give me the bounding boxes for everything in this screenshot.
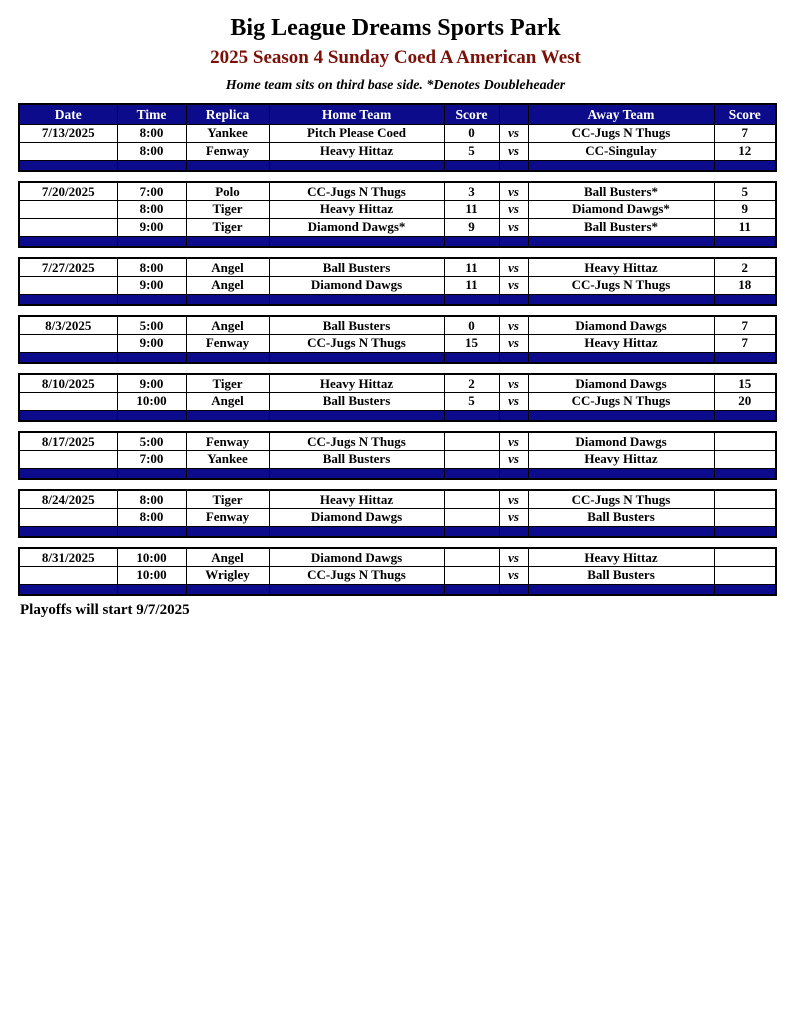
time-cell: 5:00 <box>117 316 186 334</box>
separator-row <box>19 160 776 171</box>
separator-cell <box>186 410 269 421</box>
home-team-cell: Heavy Hittaz <box>269 374 444 392</box>
separator-cell <box>186 584 269 595</box>
game-row <box>19 432 776 450</box>
replica-cell: Wrigley <box>186 566 269 584</box>
separator-cell <box>714 236 776 247</box>
vs-cell: vs <box>499 432 528 450</box>
date-cell <box>19 142 117 160</box>
separator-cell <box>444 410 499 421</box>
separator-cell <box>528 352 714 363</box>
away-score-cell: 2 <box>714 258 776 276</box>
replica-cell: Angel <box>186 392 269 410</box>
game-row <box>19 316 776 334</box>
date-cell: 8/31/2025 <box>19 548 117 566</box>
home-team-cell: CC-Jugs N Thugs <box>269 334 444 352</box>
date-cell <box>19 392 117 410</box>
date-cell <box>19 200 117 218</box>
separator-cell <box>186 160 269 171</box>
away-team-cell: CC-Singulay <box>528 142 714 160</box>
separator-cell <box>499 236 528 247</box>
time-cell: 8:00 <box>117 200 186 218</box>
separator-cell <box>19 352 117 363</box>
separator-cell <box>117 352 186 363</box>
separator-cell <box>117 584 186 595</box>
time-cell: 8:00 <box>117 490 186 508</box>
vs-cell: vs <box>499 392 528 410</box>
replica-cell: Yankee <box>186 450 269 468</box>
vs-cell: vs <box>499 508 528 526</box>
vs-cell: vs <box>499 450 528 468</box>
time-cell: 9:00 <box>117 334 186 352</box>
replica-cell: Fenway <box>186 142 269 160</box>
schedule-section <box>18 257 777 306</box>
away-score-cell: 5 <box>714 182 776 200</box>
game-row <box>19 142 776 160</box>
replica-cell: Tiger <box>186 218 269 236</box>
time-cell: 9:00 <box>117 218 186 236</box>
header-row <box>19 104 776 124</box>
header-note: Home team sits on third base side. *Denotes Doubleheader <box>225 78 566 94</box>
separator-cell <box>117 294 186 305</box>
column-header-replica: Replica <box>186 104 269 124</box>
away-score-cell: 9 <box>714 200 776 218</box>
schedule-section <box>18 181 777 248</box>
separator-row <box>19 352 776 363</box>
home-team-cell: Heavy Hittaz <box>269 142 444 160</box>
page-title: Big League Dreams Sports Park <box>230 15 561 41</box>
separator-cell <box>528 468 714 479</box>
away-team-cell: Diamond Dawgs <box>528 316 714 334</box>
date-cell: 8/24/2025 <box>19 490 117 508</box>
home-score-cell: 5 <box>444 142 499 160</box>
separator-cell <box>714 294 776 305</box>
separator-row <box>19 526 776 537</box>
home-team-cell: Heavy Hittaz <box>269 200 444 218</box>
separator-cell <box>19 236 117 247</box>
away-score-cell <box>714 450 776 468</box>
replica-cell: Angel <box>186 258 269 276</box>
separator-cell <box>117 526 186 537</box>
playoffs-note: Playoffs will start 9/7/2025 <box>20 602 190 619</box>
home-team-cell: Ball Busters <box>269 316 444 334</box>
time-cell: 10:00 <box>117 566 186 584</box>
date-cell: 8/17/2025 <box>19 432 117 450</box>
home-score-cell: 15 <box>444 334 499 352</box>
vs-cell: vs <box>499 200 528 218</box>
column-header-score-away: Score <box>714 104 776 124</box>
replica-cell: Tiger <box>186 374 269 392</box>
separator-cell <box>444 294 499 305</box>
separator-cell <box>269 294 444 305</box>
home-team-cell: Ball Busters <box>269 258 444 276</box>
time-cell: 7:00 <box>117 182 186 200</box>
separator-cell <box>19 294 117 305</box>
schedule-section <box>18 547 777 596</box>
away-team-cell: Heavy Hittaz <box>528 450 714 468</box>
separator-cell <box>186 468 269 479</box>
vs-cell: vs <box>499 182 528 200</box>
game-row <box>19 124 776 142</box>
date-cell <box>19 508 117 526</box>
time-cell: 8:00 <box>117 124 186 142</box>
separator-cell <box>269 584 444 595</box>
separator-cell <box>117 468 186 479</box>
game-row <box>19 218 776 236</box>
separator-row <box>19 468 776 479</box>
separator-cell <box>444 584 499 595</box>
separator-cell <box>528 526 714 537</box>
away-team-cell: CC-Jugs N Thugs <box>528 124 714 142</box>
separator-cell <box>714 160 776 171</box>
replica-cell: Polo <box>186 182 269 200</box>
separator-cell <box>269 410 444 421</box>
away-score-cell: 20 <box>714 392 776 410</box>
column-header-time: Time <box>117 104 186 124</box>
date-cell <box>19 566 117 584</box>
vs-cell: vs <box>499 334 528 352</box>
separator-cell <box>186 526 269 537</box>
separator-cell <box>499 468 528 479</box>
separator-row <box>19 584 776 595</box>
separator-row <box>19 236 776 247</box>
away-score-cell <box>714 548 776 566</box>
vs-cell: vs <box>499 142 528 160</box>
home-team-cell: Heavy Hittaz <box>269 490 444 508</box>
home-score-cell <box>444 432 499 450</box>
home-score-cell: 11 <box>444 200 499 218</box>
separator-row <box>19 410 776 421</box>
separator-cell <box>528 294 714 305</box>
game-row <box>19 566 776 584</box>
separator-cell <box>117 236 186 247</box>
game-row <box>19 334 776 352</box>
replica-cell: Angel <box>186 316 269 334</box>
replica-cell: Tiger <box>186 200 269 218</box>
column-header-home-team: Home Team <box>269 104 444 124</box>
schedule-section <box>18 431 777 480</box>
vs-cell: vs <box>499 276 528 294</box>
date-cell: 7/27/2025 <box>19 258 117 276</box>
away-score-cell <box>714 566 776 584</box>
home-team-cell: CC-Jugs N Thugs <box>269 566 444 584</box>
game-row <box>19 276 776 294</box>
away-team-cell: Heavy Hittaz <box>528 548 714 566</box>
date-cell <box>19 334 117 352</box>
time-cell: 10:00 <box>117 392 186 410</box>
separator-cell <box>444 160 499 171</box>
separator-cell <box>528 584 714 595</box>
home-score-cell <box>444 508 499 526</box>
column-header-vs <box>499 104 528 124</box>
away-team-cell: CC-Jugs N Thugs <box>528 490 714 508</box>
home-team-cell: CC-Jugs N Thugs <box>269 182 444 200</box>
separator-cell <box>19 526 117 537</box>
separator-cell <box>444 468 499 479</box>
home-score-cell <box>444 548 499 566</box>
game-row <box>19 374 776 392</box>
page-subtitle: 2025 Season 4 Sunday Coed A American West <box>210 47 581 69</box>
time-cell: 8:00 <box>117 142 186 160</box>
game-row <box>19 450 776 468</box>
away-score-cell: 15 <box>714 374 776 392</box>
away-score-cell <box>714 432 776 450</box>
away-team-cell: CC-Jugs N Thugs <box>528 392 714 410</box>
away-score-cell: 7 <box>714 124 776 142</box>
column-header-score: Score <box>444 104 499 124</box>
column-header-away-team: Away Team <box>528 104 714 124</box>
away-score-cell: 18 <box>714 276 776 294</box>
replica-cell: Tiger <box>186 490 269 508</box>
replica-cell: Yankee <box>186 124 269 142</box>
separator-cell <box>714 584 776 595</box>
replica-cell: Angel <box>186 276 269 294</box>
separator-cell <box>499 526 528 537</box>
home-score-cell <box>444 490 499 508</box>
away-team-cell: Ball Busters <box>528 508 714 526</box>
home-score-cell: 9 <box>444 218 499 236</box>
separator-cell <box>714 352 776 363</box>
separator-cell <box>117 160 186 171</box>
away-team-cell: Heavy Hittaz <box>528 258 714 276</box>
away-score-cell: 12 <box>714 142 776 160</box>
time-cell: 5:00 <box>117 432 186 450</box>
game-row <box>19 200 776 218</box>
separator-cell <box>499 584 528 595</box>
vs-cell: vs <box>499 566 528 584</box>
schedule-section <box>18 103 777 172</box>
game-row <box>19 392 776 410</box>
time-cell: 7:00 <box>117 450 186 468</box>
schedule-section <box>18 489 777 538</box>
separator-cell <box>499 410 528 421</box>
away-team-cell: Heavy Hittaz <box>528 334 714 352</box>
separator-cell <box>444 526 499 537</box>
home-score-cell: 0 <box>444 124 499 142</box>
home-team-cell: CC-Jugs N Thugs <box>269 432 444 450</box>
separator-cell <box>528 410 714 421</box>
replica-cell: Angel <box>186 548 269 566</box>
away-score-cell: 7 <box>714 334 776 352</box>
time-cell: 10:00 <box>117 548 186 566</box>
away-score-cell <box>714 490 776 508</box>
document-header <box>0 15 791 94</box>
separator-cell <box>269 468 444 479</box>
separator-cell <box>528 236 714 247</box>
time-cell: 8:00 <box>117 258 186 276</box>
away-team-cell: Diamond Dawgs* <box>528 200 714 218</box>
separator-row <box>19 294 776 305</box>
home-score-cell <box>444 566 499 584</box>
separator-cell <box>186 352 269 363</box>
game-row <box>19 508 776 526</box>
replica-cell: Fenway <box>186 508 269 526</box>
vs-cell: vs <box>499 316 528 334</box>
schedule-section <box>18 373 777 422</box>
date-cell: 8/10/2025 <box>19 374 117 392</box>
date-cell <box>19 218 117 236</box>
date-cell: 8/3/2025 <box>19 316 117 334</box>
home-team-cell: Pitch Please Coed <box>269 124 444 142</box>
separator-cell <box>19 468 117 479</box>
separator-cell <box>714 410 776 421</box>
separator-cell <box>499 294 528 305</box>
time-cell: 9:00 <box>117 374 186 392</box>
home-score-cell <box>444 450 499 468</box>
home-score-cell: 5 <box>444 392 499 410</box>
away-team-cell: Ball Busters <box>528 566 714 584</box>
date-cell: 7/13/2025 <box>19 124 117 142</box>
game-row <box>19 490 776 508</box>
vs-cell: vs <box>499 258 528 276</box>
home-team-cell: Diamond Dawgs <box>269 508 444 526</box>
home-team-cell: Ball Busters <box>269 392 444 410</box>
away-team-cell: Diamond Dawgs <box>528 374 714 392</box>
schedule-section <box>18 315 777 364</box>
home-team-cell: Diamond Dawgs <box>269 276 444 294</box>
away-score-cell <box>714 508 776 526</box>
home-team-cell: Ball Busters <box>269 450 444 468</box>
separator-cell <box>269 352 444 363</box>
separator-cell <box>714 468 776 479</box>
vs-cell: vs <box>499 218 528 236</box>
separator-cell <box>269 526 444 537</box>
away-team-cell: Ball Busters* <box>528 182 714 200</box>
separator-cell <box>19 160 117 171</box>
replica-cell: Fenway <box>186 432 269 450</box>
away-score-cell: 11 <box>714 218 776 236</box>
vs-cell: vs <box>499 374 528 392</box>
away-team-cell: Diamond Dawgs <box>528 432 714 450</box>
game-row <box>19 548 776 566</box>
vs-cell: vs <box>499 490 528 508</box>
separator-cell <box>499 160 528 171</box>
time-cell: 8:00 <box>117 508 186 526</box>
vs-cell: vs <box>499 124 528 142</box>
date-cell <box>19 276 117 294</box>
home-score-cell: 3 <box>444 182 499 200</box>
separator-cell <box>117 410 186 421</box>
separator-cell <box>528 160 714 171</box>
home-team-cell: Diamond Dawgs <box>269 548 444 566</box>
away-score-cell: 7 <box>714 316 776 334</box>
home-score-cell: 11 <box>444 258 499 276</box>
date-cell <box>19 450 117 468</box>
separator-cell <box>269 160 444 171</box>
separator-cell <box>269 236 444 247</box>
home-score-cell: 2 <box>444 374 499 392</box>
separator-cell <box>444 236 499 247</box>
game-row <box>19 182 776 200</box>
separator-cell <box>444 352 499 363</box>
date-cell: 7/20/2025 <box>19 182 117 200</box>
separator-cell <box>19 410 117 421</box>
replica-cell: Fenway <box>186 334 269 352</box>
separator-cell <box>499 352 528 363</box>
away-team-cell: Ball Busters* <box>528 218 714 236</box>
separator-cell <box>186 236 269 247</box>
time-cell: 9:00 <box>117 276 186 294</box>
vs-cell: vs <box>499 548 528 566</box>
home-score-cell: 11 <box>444 276 499 294</box>
separator-cell <box>186 294 269 305</box>
away-team-cell: CC-Jugs N Thugs <box>528 276 714 294</box>
separator-cell <box>714 526 776 537</box>
home-score-cell: 0 <box>444 316 499 334</box>
separator-cell <box>19 584 117 595</box>
schedule-table-area <box>18 103 775 596</box>
home-team-cell: Diamond Dawgs* <box>269 218 444 236</box>
column-header-date: Date <box>19 104 117 124</box>
game-row <box>19 258 776 276</box>
